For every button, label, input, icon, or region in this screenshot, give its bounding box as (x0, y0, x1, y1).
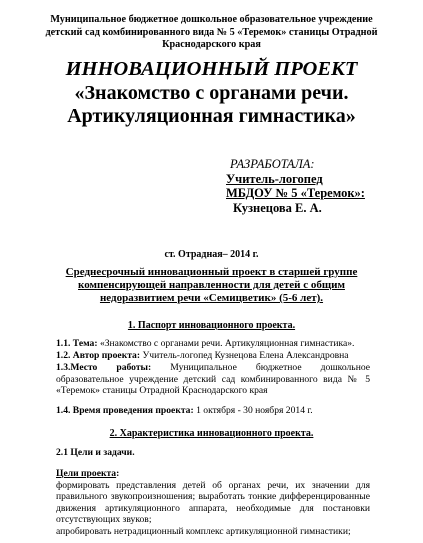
author-position: Учитель-логопед (226, 171, 323, 186)
section-1-heading: 1. Паспорт инновационного проекта. (127, 320, 296, 331)
goals-text: формировать представления детей об органах речи, их значении для правильного звукопроизношения; выработать тонкие дифференцированные движения артикуляционного аппарата, необходимые для постановки отсутствующих звуков; (56, 479, 370, 526)
place-and-year: ст. Отрадная– 2014 г. (164, 249, 259, 260)
goals-colon: : (116, 468, 120, 479)
author-institution: МБДОУ № 5 «Теремок»: (226, 186, 365, 200)
organization-name: Муниципальное бюджетное дошкольное образовательное учреждение детский сад комбинированного вида № 5 «Теремок» станицы Отрадной Краснодарского края (45, 14, 378, 50)
goals-label: Цели проекта (56, 468, 117, 479)
passport-label: 1.1. Тема: (56, 338, 98, 349)
duration-label: 1.4. Время проведения проекта: (56, 405, 194, 416)
goals-block (56, 468, 370, 538)
passport-item-workplace (56, 362, 370, 397)
section-2-heading: 2. Характеристика инновационного проекта. (109, 428, 314, 439)
passport-value: Муниципальное бюджетное дошкольное образовательное учреждение детский сад комбинированного вида № 5 «Теремок» станицы Отрадной Краснодарского края (56, 362, 370, 397)
project-subtitle: Среднесрочный инновационный проект в старшей группе компенсирующей направленности для детей с общим недоразвитием речи «Семицветик» (5-6 лет). (65, 266, 358, 304)
duration-value: 1 октября - 30 ноября 2014 г. (193, 405, 313, 416)
author-label: РАЗРАБОТАЛА: (230, 157, 315, 171)
subsection-heading: 2.1 Цели и задачи. (56, 447, 135, 458)
passport-value: Учитель-логопед Кузнецова Елена Александровна (140, 350, 349, 361)
project-topic-line-1: «Знакомство с органами речи. (74, 82, 349, 104)
passport-item-author (56, 350, 370, 362)
passport-label: 1.3.Место работы: (56, 362, 152, 373)
author-name: Кузнецова Е. А. (233, 200, 322, 215)
document-title: ИННОВАЦИОННЫЙ ПРОЕКТ (65, 58, 358, 80)
author-block (226, 157, 365, 215)
passport-label: 1.2. Автор проекта: (56, 350, 141, 361)
project-topic-line-2: Артикуляционная гимнастика» (67, 105, 356, 127)
passport-item-duration (56, 405, 370, 417)
subsection-2-1 (56, 447, 370, 459)
goals-text: апробировать нетрадиционный комплекс артикуляционной гимнастики; (56, 525, 351, 537)
passport-item-topic (56, 338, 370, 350)
passport-value: «Знакомство с органами речи. Артикуляционная гимнастика». (97, 338, 355, 349)
